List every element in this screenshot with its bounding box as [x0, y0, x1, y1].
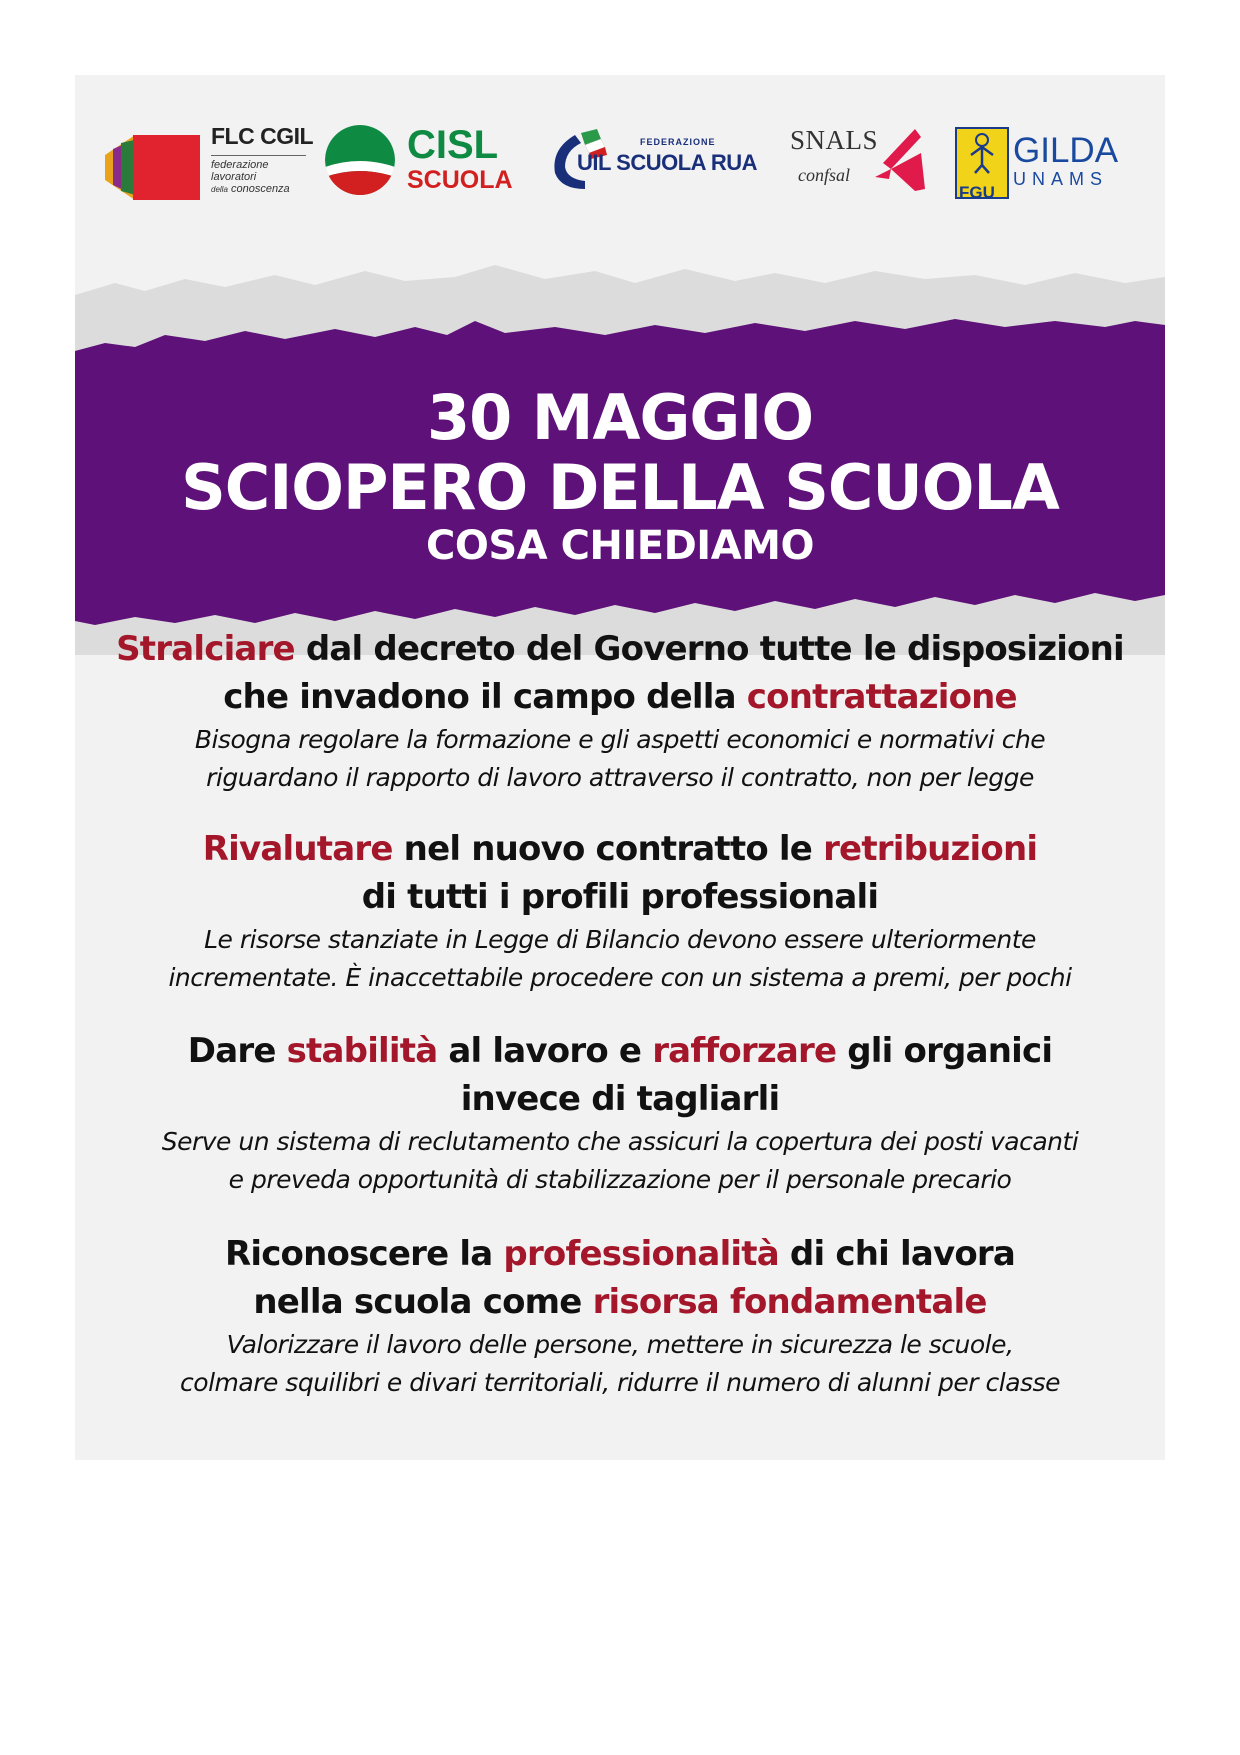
- cisl-name: CISL: [407, 123, 499, 167]
- uil-scuola-rua-logo: [545, 115, 775, 225]
- uil-name: UIL SCUOLA RUA: [577, 150, 757, 175]
- gilda-sub: UNAMS: [1013, 169, 1109, 189]
- gilda-name: GILDA: [1013, 131, 1119, 170]
- cisl-circle-icon: [325, 125, 395, 195]
- demand-3-heading: Dare stabilità al lavoro e rafforzare gli organici: [187, 1031, 1053, 1071]
- demand-4-detail: Valorizzare il lavoro delle persone, mettere in sicurezza le scuole, colmare squilibri e divari territoriali, ridurre il numero di alunni per classe: [180, 1330, 1060, 1397]
- demand-4-heading-line2: nella scuola come risorsa fondamentale: [253, 1282, 987, 1322]
- cisl-sub: SCUOLA: [407, 166, 513, 194]
- gilda-emblem: [955, 127, 1009, 202]
- demand-2-detail: Le risorse stanziate in Legge di Bilancio devono essere ulteriormente incrementate. È inaccettabile procedere con un sistema a premi, per pochi: [168, 925, 1072, 992]
- snals-name: SNALS: [790, 125, 879, 155]
- snals-mark-icon: [875, 129, 925, 191]
- banner-date: 30 MAGGIO: [426, 381, 814, 454]
- demand-2: [75, 825, 1165, 997]
- gilda-fgu: FGU: [959, 183, 995, 202]
- demand-2-heading-line2: di tutti i profili professionali: [361, 877, 879, 917]
- demand-2-heading: Rivalutare nel nuovo contratto le retribuzioni: [202, 829, 1038, 869]
- uil-federazione: FEDERAZIONE: [640, 137, 716, 147]
- cisl-scuola-logo: [325, 115, 535, 225]
- flc-divider: [211, 155, 306, 156]
- demand-4: [75, 1230, 1165, 1402]
- union-logos-row: [75, 115, 1165, 225]
- gilda-figure-icon: [957, 129, 1007, 179]
- flc-cgil-logo: [105, 115, 315, 225]
- snals-sub: confsal: [798, 165, 850, 185]
- flc-name: FLC CGIL: [211, 123, 314, 149]
- demand-3-heading-line2: invece di tagliarli: [460, 1079, 780, 1119]
- title-banner: [75, 235, 1165, 595]
- demand-1: [75, 625, 1165, 797]
- demand-1-heading-line2: che invadono il campo della contrattazione: [223, 677, 1017, 717]
- flc-flag-icon: [105, 135, 200, 200]
- demand-1-heading: Stralciare dal decreto del Governo tutte le disposizioni: [116, 629, 1124, 669]
- banner-title: SCIOPERO DELLA SCUOLA: [181, 451, 1059, 524]
- gilda-unams-logo: [955, 115, 1135, 225]
- demand-4-heading: Riconoscere la professionalità di chi lavora: [224, 1234, 1016, 1274]
- strike-poster: [75, 75, 1165, 1460]
- demand-3: [75, 1027, 1165, 1199]
- snals-confsal-logo: [790, 115, 930, 225]
- flc-subtitle: federazione lavoratori della conoscenza: [211, 159, 290, 195]
- banner-subtitle: COSA CHIEDIAMO: [426, 523, 814, 569]
- demand-1-detail: Bisogna regolare la formazione e gli aspetti economici e normativi che riguardano il rapporto di lavoro attraverso il contratto, non per legge: [194, 725, 1046, 792]
- demand-3-detail: Serve un sistema di reclutamento che assicuri la copertura dei posti vacanti e preveda opportunità di stabilizzazione per il personale precario: [161, 1127, 1079, 1194]
